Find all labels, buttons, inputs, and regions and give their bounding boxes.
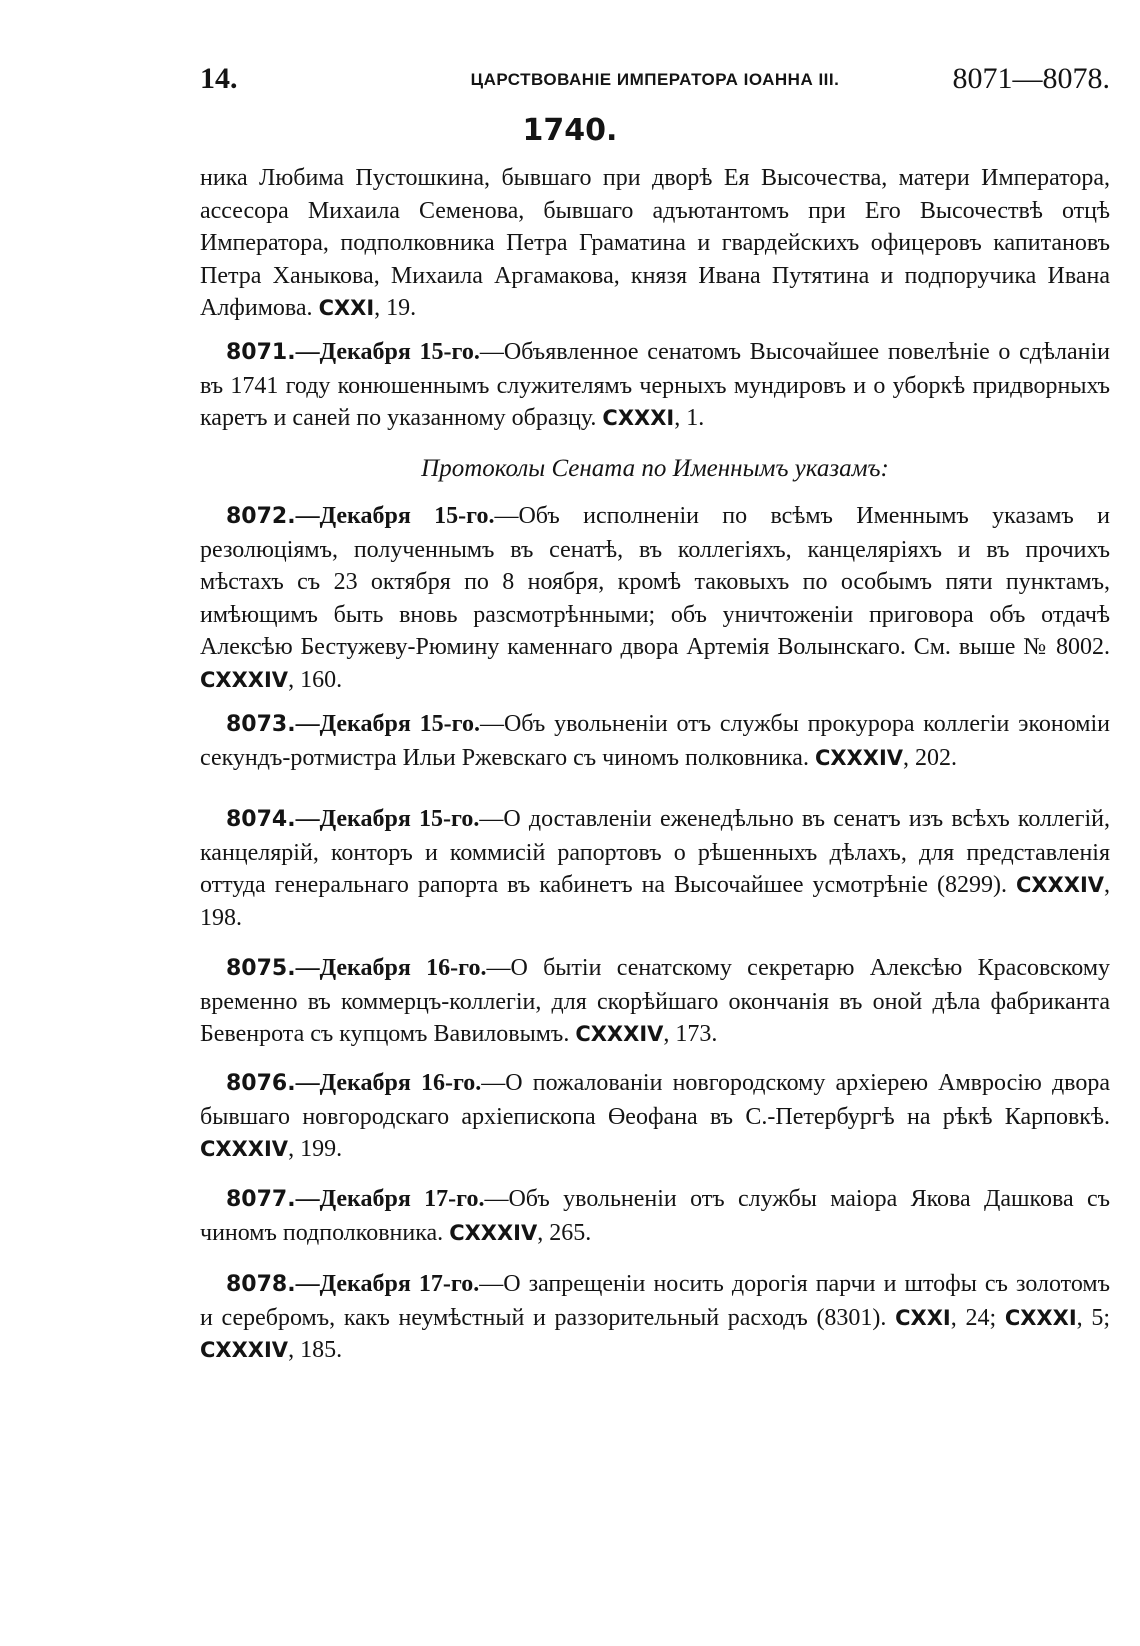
entry-date: —Декабря 16-го. [295, 955, 487, 981]
entry-8078 [200, 1268, 1110, 1367]
entry-text: —Объ увольненіи отъ службы маіора Якова Дашкова съ чиномъ подполковника. [200, 1186, 1111, 1246]
entry-number: 8073. [226, 712, 296, 737]
source-ref-tail: , 160. [288, 666, 343, 693]
source-ref-tail: , 202. [903, 744, 958, 771]
source-ref-tail: , 24; [950, 1304, 997, 1331]
continuation-paragraph [200, 162, 1110, 325]
source-ref: CXXXIV [200, 1137, 289, 1161]
entry-number: 8077. [226, 1187, 296, 1212]
entry-8072 [200, 500, 1110, 696]
entry-number: 8076. [226, 1071, 296, 1096]
source-ref-tail: , 265. [537, 1219, 592, 1246]
source-ref-tail: , 173. [663, 1021, 718, 1047]
entry-number: 8075. [226, 956, 296, 981]
source-ref-tail: , 198. [200, 872, 1111, 931]
source-ref: CXXXIV [449, 1220, 538, 1245]
entry-8074 [200, 803, 1110, 934]
entry-8075 [200, 952, 1110, 1051]
entry-8073 [200, 708, 1110, 774]
entry-text: —О пожалованіи новгородскому архіерею Амвросію двора бывшаго новгородскаго архіепископа Өеофана въ С.-Петербургѣ на рѣкѣ Карповкѣ. [200, 1070, 1111, 1130]
source-ref: CXXXIV [1015, 873, 1105, 897]
source-ref-tail: , 1. [674, 405, 705, 431]
running-head [200, 62, 1110, 102]
year-heading: 1740. [522, 113, 618, 148]
source-ref-tail: , 199. [288, 1136, 343, 1162]
entry-text: —Объявленное сенатомъ Высочайшее повелѣніе о сдѣланіи въ 1741 году конюшеннымъ служителямъ черныхъ мундировъ и о уборкѣ придворныхъ каретъ и саней по указанному образцу. [200, 339, 1111, 431]
entry-date: —Декабря 17-го. [295, 1186, 485, 1212]
reign-title: ЦАРСТВОВАНІЕ ИМПЕРАТОРА ІОАННА III. [470, 70, 840, 89]
source-ref-tail: , 19. [374, 295, 417, 321]
continuation-text: ника Любима Пустошкина, бывшаго при дворѣ Ея Высочества, матери Императора, ассесора Михаила Семенова, бывшаго адъютантомъ при Его Высочествѣ отцѣ Императора, подполковника Петра Граматина и гвардейскихъ офицеровъ капитановъ Петра Ханыкова, Михаила Аргамакова, князя Ивана Путятина и подпоручика Ивана Алфимова. [200, 165, 1110, 321]
entry-date: —Декабря 15-го. [295, 339, 480, 365]
entry-number: 8078. [226, 1272, 296, 1297]
source-ref-3: CXXXIV [200, 1338, 289, 1362]
entry-text: —Объ увольненіи отъ службы прокурора коллегіи экономіи секундъ-ротмистра Ильи Ржевскаго съ чиномъ полковника. [200, 711, 1110, 771]
entry-text: —О бытіи сенатскому секретарю Алексѣю Красовскому временно въ коммерцъ-коллегіи, для скорѣйшаго окончанія въ оной дѣла фабриканта Бевенрота съ купцомъ Вавиловымъ. [200, 955, 1110, 1047]
entry-text: —О запрещеніи носить дорогія парчи и штофы съ золотомъ и серебромъ, какъ неумѣстный и раззорительный расходъ (8301). [200, 1271, 1110, 1331]
entry-number: 8072. [226, 504, 296, 529]
source-ref: CXXXIV [814, 745, 904, 770]
entry-text: —Объ исполненіи по всѣмъ Именнымъ указамъ и резолюціямъ, полученнымъ въ сенатѣ, въ коллегіяхъ, канцеляріяхъ и въ прочихъ мѣстахъ съ 23 октября по 8 ноября, кромѣ таковыхъ по особымъ пяти пунктамъ, имѣющимъ быть вновь разсмотрѣнными; объ уничтоженіи приговора объ отдачѣ Алексѣю Бестужеву-Рюмину каменнаго двора Артемія Волынскаго. См. выше № 8002. [200, 503, 1110, 660]
entry-date: —Декабря 17-го. [295, 1271, 480, 1297]
entry-date: —Декабря 15-го. [295, 503, 495, 529]
entry-date: —Декабря 16-го. [295, 1070, 482, 1096]
source-ref: CXXI [895, 1305, 951, 1330]
source-ref-2-tail: , 5; [1076, 1304, 1111, 1331]
entry-number: 8074. [226, 807, 296, 832]
source-ref: CXXXI [602, 406, 675, 430]
entry-date: —Декабря 15-го. [295, 806, 480, 832]
entry-8071 [200, 336, 1110, 435]
entry-text: —О доставленіи еженедѣльно въ сенатъ изъ всѣхъ коллегій, канцелярій, конторъ и коммисій рапортовъ о рѣшенныхъ дѣлахъ, для представленія оттуда генеральнаго рапорта въ кабинетъ на Высочайшее усмотрѣніе (8299). [200, 806, 1111, 898]
entry-8076 [200, 1067, 1110, 1166]
source-ref: CXXXIV [200, 667, 289, 692]
entry-8077 [200, 1183, 1110, 1249]
source-ref-3-tail: , 185. [288, 1337, 343, 1363]
source-ref: CXXXIV [575, 1022, 664, 1046]
source-ref: CXXI [318, 296, 375, 320]
page-number: 14. [200, 62, 238, 95]
section-heading: Протоколы Сената по Именнымъ указамъ: [421, 455, 889, 482]
entry-number: 8071. [226, 340, 296, 365]
entry-date: —Декабря 15-го. [295, 711, 480, 737]
entry-number-range: 8071—8078. [952, 62, 1110, 95]
source-ref-2: CXXXI [1004, 1305, 1077, 1330]
